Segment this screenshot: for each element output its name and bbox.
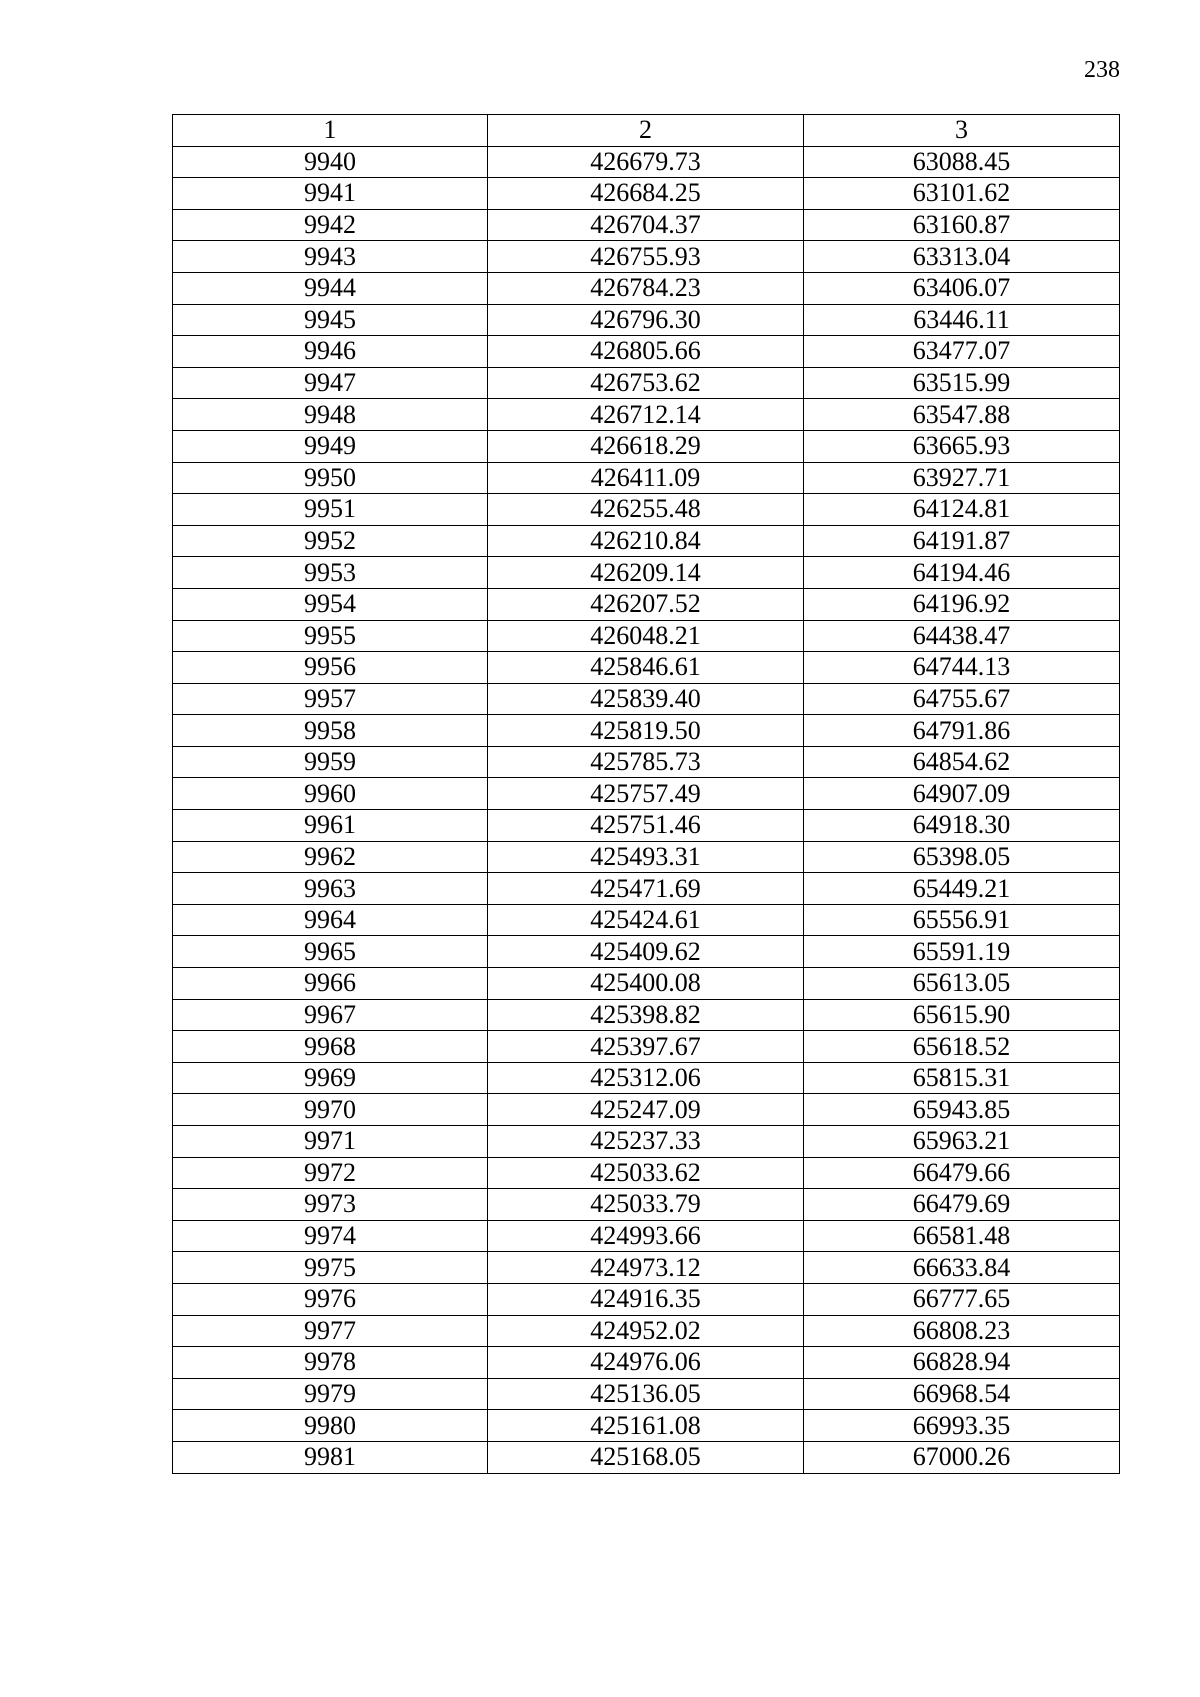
y-coordinate-cell: 66633.84 (804, 1252, 1120, 1284)
x-coordinate-cell: 425424.61 (488, 904, 804, 936)
y-coordinate-cell: 66581.48 (804, 1220, 1120, 1252)
point-number-cell: 9975 (173, 1252, 488, 1284)
point-number-cell: 9943 (173, 241, 488, 273)
point-number-cell: 9970 (173, 1094, 488, 1126)
point-number-cell: 9947 (173, 367, 488, 399)
x-coordinate-cell: 426805.66 (488, 336, 804, 368)
table-header-row (173, 115, 1120, 147)
point-number-cell: 9954 (173, 588, 488, 620)
point-number-cell: 9965 (173, 936, 488, 968)
x-coordinate-cell: 425785.73 (488, 746, 804, 778)
y-coordinate-cell: 64791.86 (804, 715, 1120, 747)
table-row (173, 336, 1120, 368)
x-coordinate-cell: 425168.05 (488, 1441, 804, 1473)
point-number-cell: 9957 (173, 683, 488, 715)
table-row (173, 1126, 1120, 1158)
y-coordinate-cell: 63547.88 (804, 399, 1120, 431)
table-row (173, 588, 1120, 620)
y-coordinate-cell: 65943.85 (804, 1094, 1120, 1126)
x-coordinate-cell: 424952.02 (488, 1315, 804, 1347)
y-coordinate-cell: 66479.69 (804, 1189, 1120, 1221)
y-coordinate-cell: 65398.05 (804, 841, 1120, 873)
x-coordinate-cell: 425493.31 (488, 841, 804, 873)
y-coordinate-cell: 64907.09 (804, 778, 1120, 810)
table-row (173, 557, 1120, 589)
x-coordinate-cell: 425757.49 (488, 778, 804, 810)
x-coordinate-cell: 425136.05 (488, 1378, 804, 1410)
table-header-cell-3: 3 (804, 115, 1120, 147)
table-row (173, 209, 1120, 241)
y-coordinate-cell: 63515.99 (804, 367, 1120, 399)
y-coordinate-cell: 66479.66 (804, 1157, 1120, 1189)
y-coordinate-cell: 66993.35 (804, 1410, 1120, 1442)
x-coordinate-cell: 425247.09 (488, 1094, 804, 1126)
point-number-cell: 9949 (173, 430, 488, 462)
table-header-cell-1: 1 (173, 115, 488, 147)
point-number-cell: 9974 (173, 1220, 488, 1252)
table-row (173, 367, 1120, 399)
table-row (173, 620, 1120, 652)
x-coordinate-cell: 426411.09 (488, 462, 804, 494)
x-coordinate-cell: 426704.37 (488, 209, 804, 241)
x-coordinate-cell: 425237.33 (488, 1126, 804, 1158)
table-body (173, 115, 1120, 1474)
table-row (173, 778, 1120, 810)
point-number-cell: 9942 (173, 209, 488, 241)
table-row (173, 304, 1120, 336)
y-coordinate-cell: 64918.30 (804, 810, 1120, 842)
x-coordinate-cell: 425161.08 (488, 1410, 804, 1442)
point-number-cell: 9979 (173, 1378, 488, 1410)
table-row (173, 1220, 1120, 1252)
x-coordinate-cell: 424993.66 (488, 1220, 804, 1252)
y-coordinate-cell: 63088.45 (804, 146, 1120, 178)
point-number-cell: 9945 (173, 304, 488, 336)
point-number-cell: 9971 (173, 1126, 488, 1158)
x-coordinate-cell: 425471.69 (488, 873, 804, 905)
table-row (173, 1410, 1120, 1442)
x-coordinate-cell: 425819.50 (488, 715, 804, 747)
point-number-cell: 9963 (173, 873, 488, 905)
point-number-cell: 9952 (173, 525, 488, 557)
point-number-cell: 9980 (173, 1410, 488, 1442)
y-coordinate-cell: 63160.87 (804, 209, 1120, 241)
y-coordinate-cell: 65615.90 (804, 999, 1120, 1031)
y-coordinate-cell: 63446.11 (804, 304, 1120, 336)
y-coordinate-cell: 64196.92 (804, 588, 1120, 620)
point-number-cell: 9973 (173, 1189, 488, 1221)
y-coordinate-cell: 64124.81 (804, 494, 1120, 526)
table-row (173, 904, 1120, 936)
point-number-cell: 9948 (173, 399, 488, 431)
x-coordinate-cell: 425751.46 (488, 810, 804, 842)
x-coordinate-cell: 425397.67 (488, 1031, 804, 1063)
y-coordinate-cell: 64194.46 (804, 557, 1120, 589)
table-row (173, 810, 1120, 842)
y-coordinate-cell: 66777.65 (804, 1283, 1120, 1315)
table-row (173, 1441, 1120, 1473)
y-coordinate-cell: 66808.23 (804, 1315, 1120, 1347)
y-coordinate-cell: 64438.47 (804, 620, 1120, 652)
y-coordinate-cell: 63477.07 (804, 336, 1120, 368)
coordinates-table (172, 114, 1120, 1474)
x-coordinate-cell: 425846.61 (488, 652, 804, 684)
point-number-cell: 9941 (173, 178, 488, 210)
x-coordinate-cell: 426255.48 (488, 494, 804, 526)
y-coordinate-cell: 66828.94 (804, 1347, 1120, 1379)
y-coordinate-cell: 67000.26 (804, 1441, 1120, 1473)
x-coordinate-cell: 425033.79 (488, 1189, 804, 1221)
x-coordinate-cell: 424916.35 (488, 1283, 804, 1315)
table-row (173, 178, 1120, 210)
x-coordinate-cell: 424976.06 (488, 1347, 804, 1379)
point-number-cell: 9951 (173, 494, 488, 526)
y-coordinate-cell: 65591.19 (804, 936, 1120, 968)
x-coordinate-cell: 426755.93 (488, 241, 804, 273)
table-row (173, 1347, 1120, 1379)
point-number-cell: 9940 (173, 146, 488, 178)
x-coordinate-cell: 426618.29 (488, 430, 804, 462)
point-number-cell: 9977 (173, 1315, 488, 1347)
point-number-cell: 9944 (173, 272, 488, 304)
point-number-cell: 9969 (173, 1062, 488, 1094)
table-row (173, 1031, 1120, 1063)
table-row (173, 652, 1120, 684)
table-row (173, 746, 1120, 778)
table-row (173, 1062, 1120, 1094)
point-number-cell: 9946 (173, 336, 488, 368)
point-number-cell: 9962 (173, 841, 488, 873)
y-coordinate-cell: 64191.87 (804, 525, 1120, 557)
point-number-cell: 9961 (173, 810, 488, 842)
table-row (173, 999, 1120, 1031)
x-coordinate-cell: 426048.21 (488, 620, 804, 652)
y-coordinate-cell: 63927.71 (804, 462, 1120, 494)
table-row (173, 873, 1120, 905)
x-coordinate-cell: 426209.14 (488, 557, 804, 589)
y-coordinate-cell: 64755.67 (804, 683, 1120, 715)
table-row (173, 494, 1120, 526)
y-coordinate-cell: 64854.62 (804, 746, 1120, 778)
table-header-cell-2: 2 (488, 115, 804, 147)
y-coordinate-cell: 65613.05 (804, 968, 1120, 1000)
y-coordinate-cell: 63406.07 (804, 272, 1120, 304)
table-row (173, 399, 1120, 431)
y-coordinate-cell: 65449.21 (804, 873, 1120, 905)
point-number-cell: 9950 (173, 462, 488, 494)
table-row (173, 1378, 1120, 1410)
y-coordinate-cell: 65815.31 (804, 1062, 1120, 1094)
point-number-cell: 9976 (173, 1283, 488, 1315)
y-coordinate-cell: 65963.21 (804, 1126, 1120, 1158)
point-number-cell: 9958 (173, 715, 488, 747)
point-number-cell: 9981 (173, 1441, 488, 1473)
table-row (173, 241, 1120, 273)
y-coordinate-cell: 63101.62 (804, 178, 1120, 210)
table-row (173, 1189, 1120, 1221)
table-row (173, 968, 1120, 1000)
y-coordinate-cell: 63665.93 (804, 430, 1120, 462)
x-coordinate-cell: 425409.62 (488, 936, 804, 968)
point-number-cell: 9967 (173, 999, 488, 1031)
x-coordinate-cell: 426796.30 (488, 304, 804, 336)
x-coordinate-cell: 426679.73 (488, 146, 804, 178)
table-row (173, 462, 1120, 494)
y-coordinate-cell: 65556.91 (804, 904, 1120, 936)
x-coordinate-cell: 424973.12 (488, 1252, 804, 1284)
y-coordinate-cell: 65618.52 (804, 1031, 1120, 1063)
point-number-cell: 9964 (173, 904, 488, 936)
table-row (173, 683, 1120, 715)
page-number: 238 (1084, 57, 1120, 83)
x-coordinate-cell: 425033.62 (488, 1157, 804, 1189)
x-coordinate-cell: 426784.23 (488, 272, 804, 304)
table-row (173, 272, 1120, 304)
table-row (173, 1283, 1120, 1315)
table-row (173, 841, 1120, 873)
table-row (173, 1094, 1120, 1126)
x-coordinate-cell: 426207.52 (488, 588, 804, 620)
point-number-cell: 9968 (173, 1031, 488, 1063)
point-number-cell: 9966 (173, 968, 488, 1000)
table-row (173, 1252, 1120, 1284)
point-number-cell: 9960 (173, 778, 488, 810)
table-row (173, 936, 1120, 968)
x-coordinate-cell: 425398.82 (488, 999, 804, 1031)
point-number-cell: 9978 (173, 1347, 488, 1379)
x-coordinate-cell: 425839.40 (488, 683, 804, 715)
point-number-cell: 9959 (173, 746, 488, 778)
table-row (173, 1315, 1120, 1347)
y-coordinate-cell: 63313.04 (804, 241, 1120, 273)
table-row (173, 146, 1120, 178)
point-number-cell: 9953 (173, 557, 488, 589)
x-coordinate-cell: 426753.62 (488, 367, 804, 399)
y-coordinate-cell: 64744.13 (804, 652, 1120, 684)
table-row (173, 430, 1120, 462)
point-number-cell: 9956 (173, 652, 488, 684)
table-row (173, 1157, 1120, 1189)
table-row (173, 715, 1120, 747)
table-row (173, 525, 1120, 557)
x-coordinate-cell: 426684.25 (488, 178, 804, 210)
point-number-cell: 9972 (173, 1157, 488, 1189)
x-coordinate-cell: 425312.06 (488, 1062, 804, 1094)
x-coordinate-cell: 426712.14 (488, 399, 804, 431)
x-coordinate-cell: 425400.08 (488, 968, 804, 1000)
point-number-cell: 9955 (173, 620, 488, 652)
x-coordinate-cell: 426210.84 (488, 525, 804, 557)
y-coordinate-cell: 66968.54 (804, 1378, 1120, 1410)
